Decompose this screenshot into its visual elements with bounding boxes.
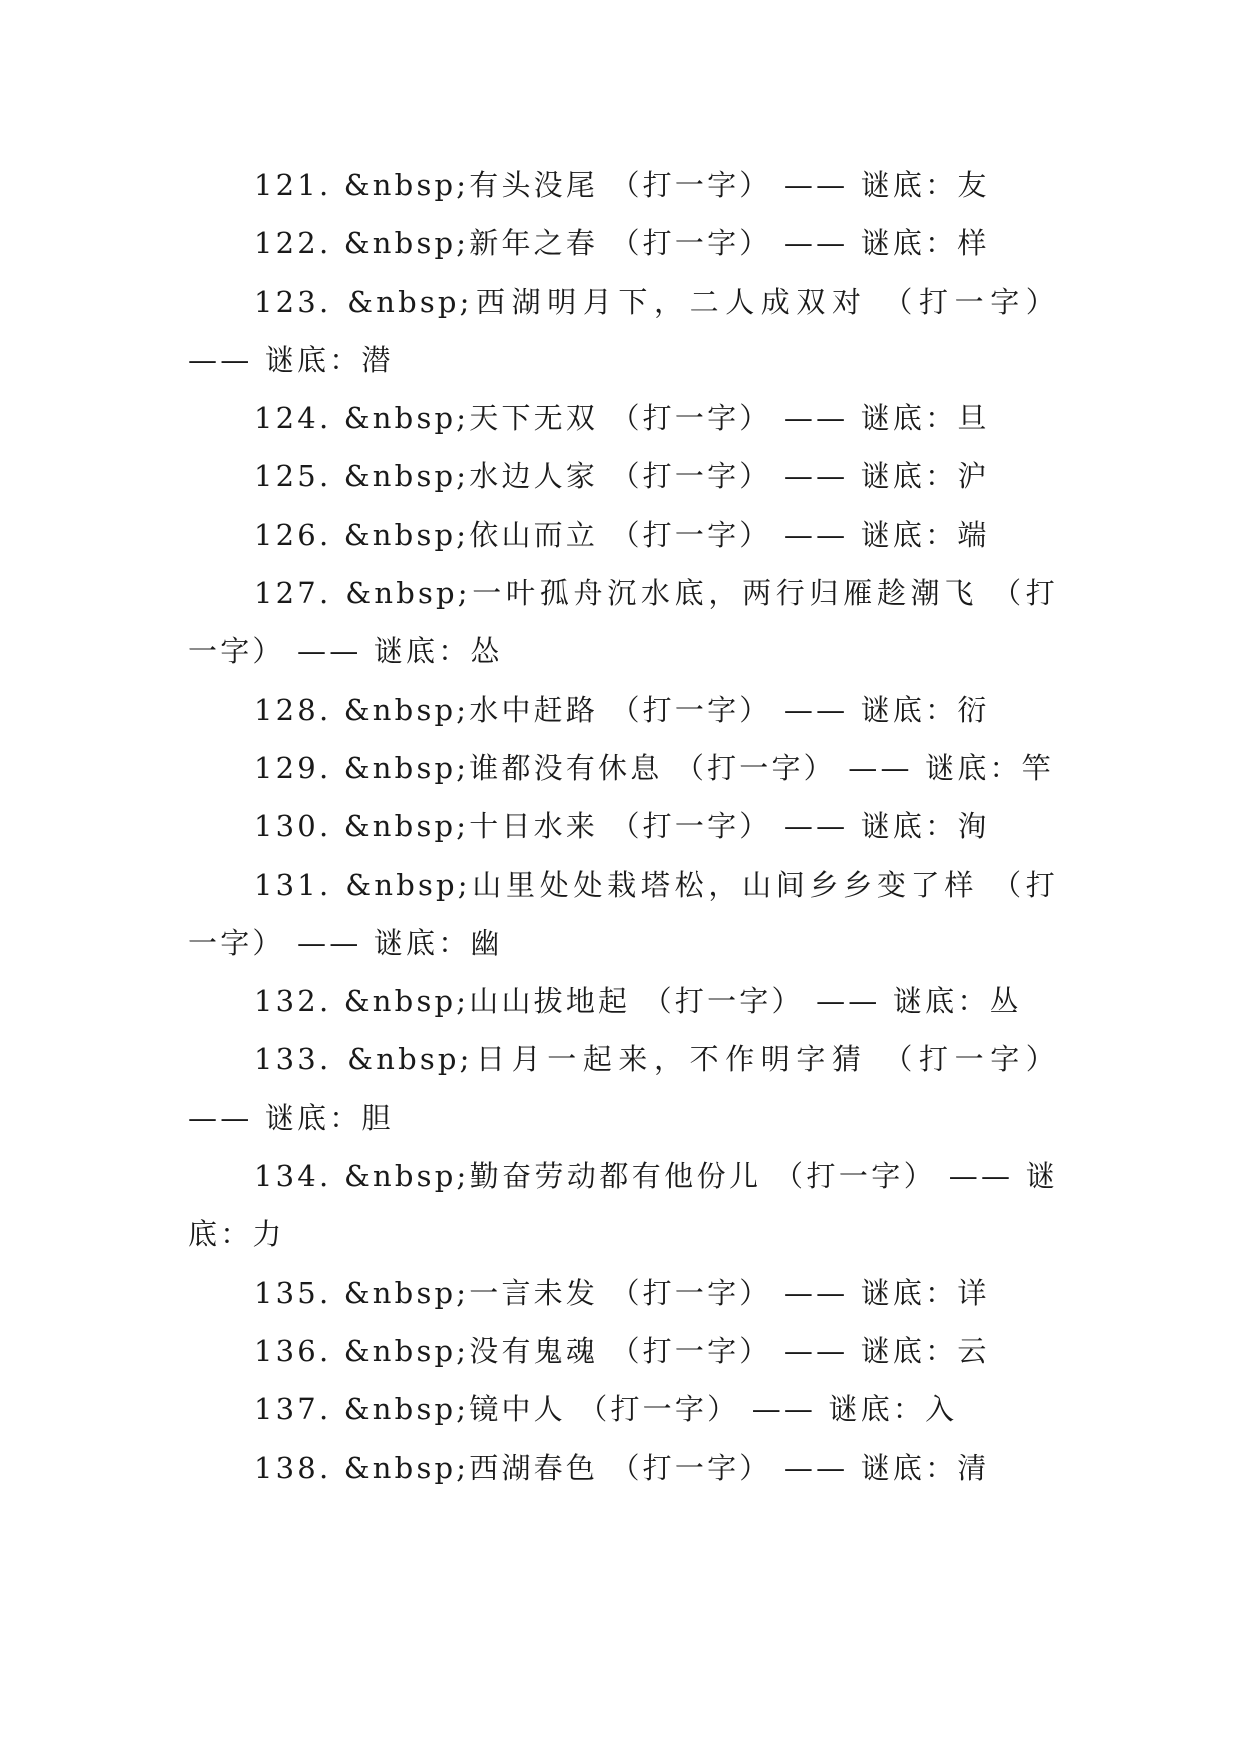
riddle-134: 134. &nbsp;勤奋劳动都有他份儿 （打一字） —— 谜底：力 [188,1159,1058,1252]
riddle-129: 129. &nbsp;谁都没有休息 （打一字） —— 谜底：竿 [254,750,1054,785]
riddle-126: 126. &nbsp;依山而立 （打一字） —— 谜底：端 [254,517,990,552]
riddle-137: 137. &nbsp;镜中人 （打一字） —— 谜底：入 [254,1392,958,1427]
document-page [188,156,1058,1497]
riddle-123: 123. &nbsp;西湖明月下，二人成双对 （打一字） —— 谜底：潜 [188,284,1058,377]
riddle-132: 132. &nbsp;山山拔地起 （打一字） —— 谜底：丛 [254,984,1022,1019]
riddle-124: 124. &nbsp;天下无双 （打一字） —— 谜底：旦 [254,401,990,436]
riddle-125: 125. &nbsp;水边人家 （打一字） —— 谜底：沪 [254,459,990,494]
riddle-122: 122. &nbsp;新年之春 （打一字） —— 谜底：样 [254,226,990,261]
riddle-127: 127. &nbsp;一叶孤舟沉水底，两行归雁趁潮飞 （打一字） —— 谜底：怂 [188,576,1058,669]
riddle-138: 138. &nbsp;西湖春色 （打一字） —— 谜底：清 [254,1450,990,1485]
riddle-135: 135. &nbsp;一言未发 （打一字） —— 谜底：详 [254,1275,990,1310]
riddle-121: 121. &nbsp;有头没尾 （打一字） —— 谜底：友 [254,168,990,202]
riddle-128: 128. &nbsp;水中赶路 （打一字） —— 谜底：衍 [254,692,990,727]
riddle-130: 130. &nbsp;十日水来 （打一字） —— 谜底：洵 [254,809,990,844]
riddle-133: 133. &nbsp;日月一起来，不作明字猜 （打一字） —— 谜底：胆 [188,1042,1058,1135]
riddle-136: 136. &nbsp;没有鬼魂 （打一字） —— 谜底：云 [254,1333,990,1368]
riddle-131: 131. &nbsp;山里处处栽塔松，山间乡乡变了样 （打一字） —— 谜底：幽 [188,867,1058,960]
